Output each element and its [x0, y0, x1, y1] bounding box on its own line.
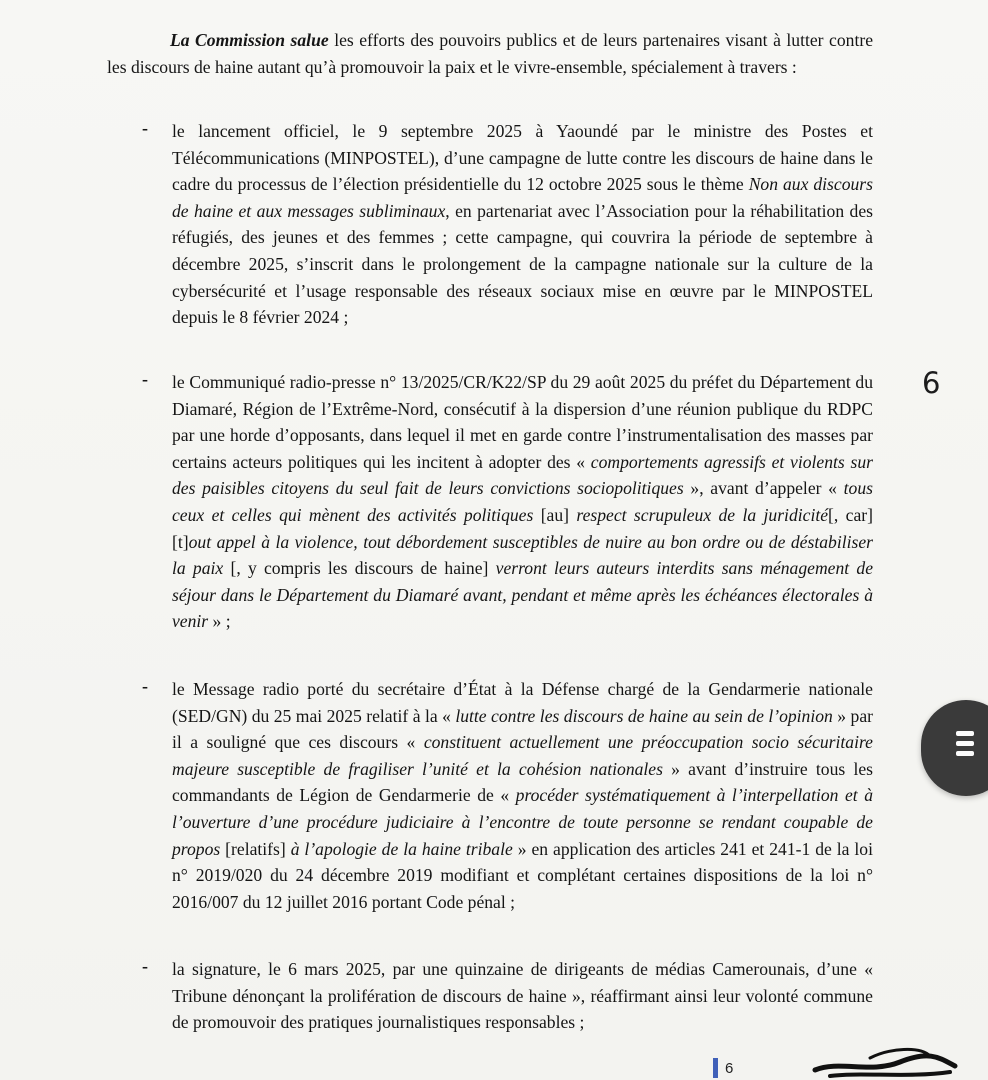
quote: verront leurs auteurs interdits sans ménagement de séjour dans le Département du Diamaré avant, pendant et même après les échéances électorales à venir — [172, 558, 873, 632]
bullet-text: la signature, le 6 mars 2025, par une quinzaine de dirigeants de médias Camerounais, d’une « Tribune dénonçant la prolifération de discours de haine », réaffirmant ainsi leur volonté commune de promouvoir des pratiques journalistiques responsables ; — [172, 959, 873, 1033]
bullet-text: » en application des articles 241 et 241-1 de la loi n° 2019/020 du 24 décembre 2019 modifiant et complétant certaines dispositions de la loi n° 2016/007 du 12 juillet 2016 portant Code pénal ; — [172, 838, 873, 912]
bullet-item-tribune — [172, 956, 873, 1036]
quote: constituent actuellement une préoccupation socio sécuritaire majeure susceptible de fragiliser l’unité et la cohésion nationales — [172, 732, 873, 779]
quote: out appel à la violence, tout débordement susceptibles de nuire au bon ordre ou de déstabiliser la paix — [172, 531, 873, 579]
bullet-item-campaign — [172, 118, 873, 331]
quote: tous ceux et celles qui mènent des activités politiques — [172, 478, 873, 525]
bullet-text: » avant d’instruire tous les commandants de Légion de Gendarmerie de « — [172, 758, 873, 806]
bullet-text: », avant d’appeler « — [683, 478, 844, 499]
bullet-text: le Communiqué radio-presse n° 13/2025/CR/K22/SP du 29 août 2025 du préfet du Département du Diamaré, Région de l’Extrême-Nord, consécutif à la dispersion d’une réunion publique du RDPC par une horde d’opposants, dans lequel il met en garde contre l’instrumentalisation des masses par certains acteurs politiques qui les incitent à adopter des « — [172, 372, 873, 472]
handwritten-page-number: 6 — [922, 366, 941, 400]
bullet-item-communique — [172, 369, 873, 635]
bullet-text: le lancement officiel, le 9 septembre 2025 à Yaoundé par le ministre des Postes et Télécommunications (MINPOSTEL), d’une campagne de lutte contre les discours de haine dans le cadre du processus de l’élection présidentielle du 12 octobre 2025 sous le thème — [172, 121, 873, 195]
bullet-text: » par il a souligné que ces discours « — [172, 705, 873, 753]
quote: procéder systématiquement à l’interpellation et à l’ouverture d’une procédure judiciaire à l’encontre de toute personne se rendant coupable de propos — [172, 785, 873, 859]
bullet-marker: - — [142, 118, 148, 138]
bullet-text: [, y compris les discours de haine] — [223, 558, 496, 579]
campaign-theme: Non aux discours de haine et aux messages subliminaux — [172, 174, 873, 221]
quote: lutte contre les discours de haine au sein de l’opinion — [455, 705, 833, 726]
bullet-marker: - — [142, 676, 148, 696]
bullet-text: [relatifs] — [220, 838, 291, 859]
bullet-item-message-radio — [172, 676, 873, 915]
hamburger-menu-icon[interactable] — [956, 731, 974, 761]
bullet-marker: - — [142, 369, 148, 389]
footer-page-number: 6 — [725, 1060, 734, 1077]
quote: à l’apologie de la haine tribale — [290, 838, 513, 859]
intro-paragraph — [107, 27, 873, 80]
quote: comportements agressifs et violents sur des paisibles citoyens du seul fait de leurs convictions sociopolitiques — [172, 451, 873, 499]
intro-lead: La Commission salue — [170, 30, 329, 50]
bullet-text: [, car] [t] — [172, 504, 873, 552]
footer-page-bar — [713, 1058, 718, 1078]
bullet-marker: - — [142, 956, 148, 976]
intro-text: les efforts des pouvoirs publics et de leurs partenaires visant à lutter contre les discours de haine autant qu’à promouvoir la paix et le vivre-ensemble, spécialement à travers : — [107, 30, 874, 77]
quote: respect scrupuleux de la juridicité — [576, 504, 829, 525]
bullet-text: , en partenariat avec l’Association pour la réhabilitation des réfugiés, des jeunes et des femmes ; cette campagne, qui couvrira la période de septembre à décembre 2025, s’inscrit dans le prolongement de la campagne nationale sur la culture de la cybersécurité et l’usage responsable des réseaux sociaux mise en œuvre par le MINPOSTEL depuis le 8 février 2024 ; — [172, 200, 873, 328]
signature-scribble — [810, 1040, 960, 1080]
bullet-text: [au] — [533, 504, 577, 525]
bullet-text: » ; — [208, 611, 231, 632]
bullet-text: le Message radio porté du secrétaire d’État à la Défense chargé de la Gendarmerie nationale (SED/GN) du 25 mai 2025 relatif à la « — [172, 679, 873, 726]
